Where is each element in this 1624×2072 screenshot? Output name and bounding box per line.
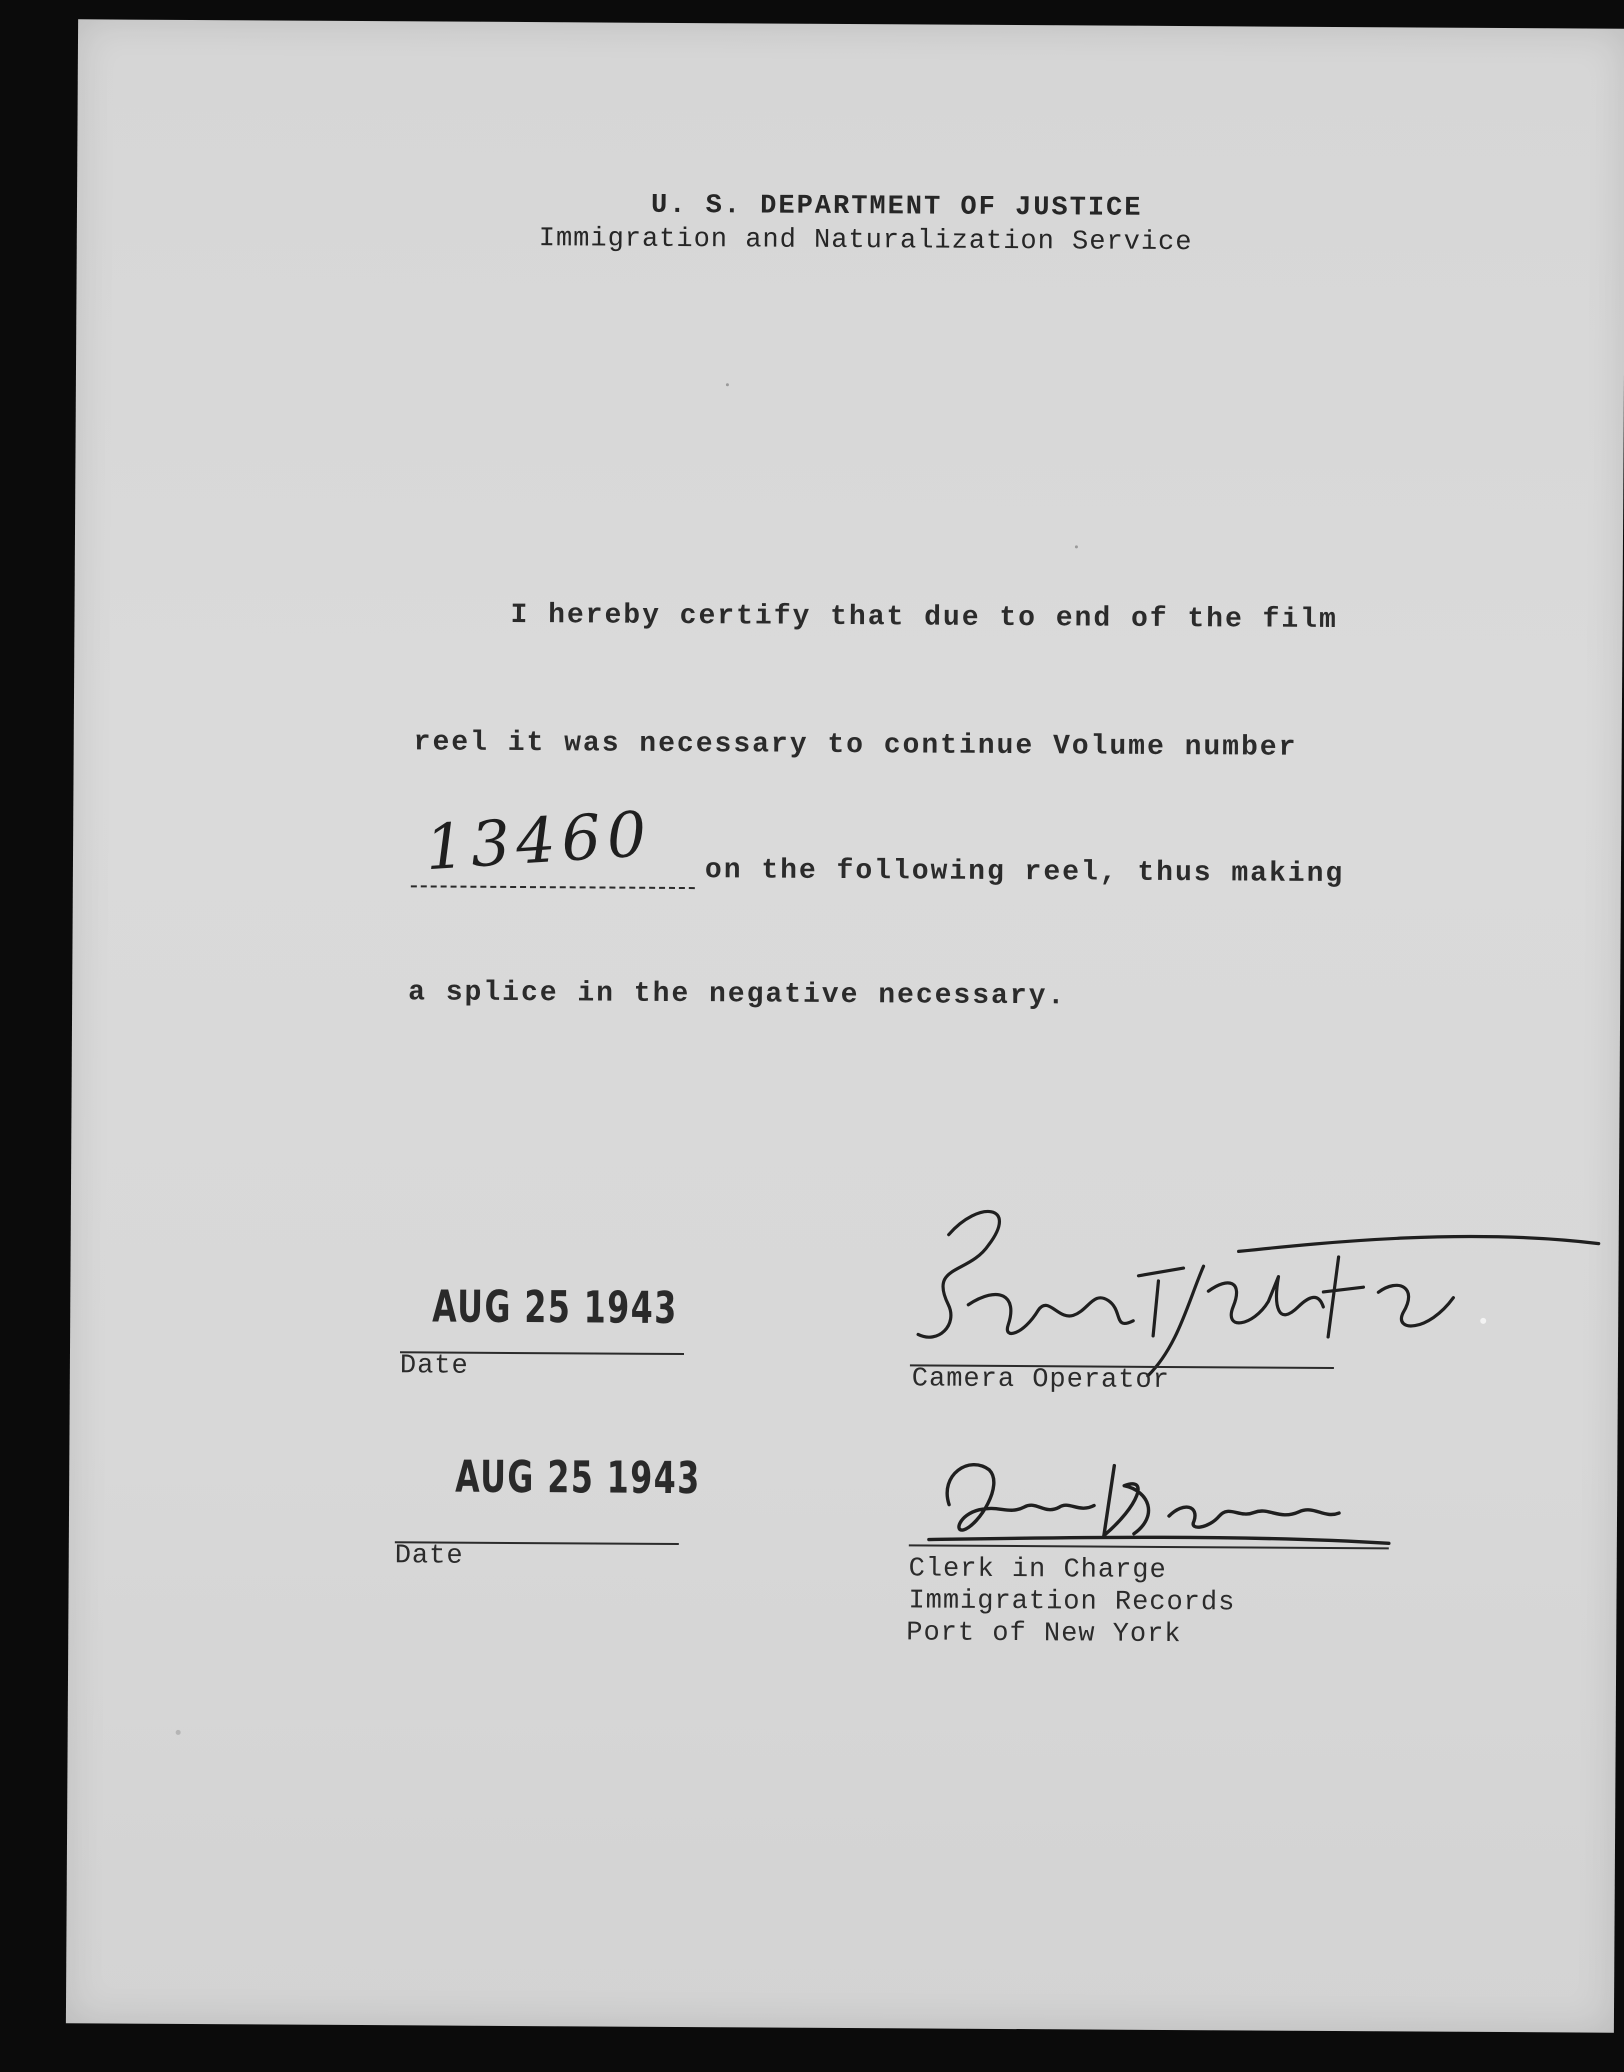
document-page [66,19,1624,2032]
body-line-3: on the following reel, thus making [704,855,1345,891]
date-stamp-2: AUG 25 1943 [455,1451,701,1505]
header-department: U. S. DEPARTMENT OF JUSTICE [650,190,1143,224]
volume-number-handwritten: 13460 [423,796,655,885]
volume-number-underline [411,885,695,889]
body-line-4: a splice in the negative necessary. [408,977,1067,1013]
date-label-1: Date [399,1351,469,1382]
body-line-2: reel it was necessary to continue Volume number [413,727,1298,764]
body-line-1: I hereby certify that due to end of the film [510,599,1338,636]
volume-number-field [411,796,696,889]
camera-operator-label: Camera Operator [911,1364,1170,1396]
film-speck [1480,1318,1486,1324]
date-label-2: Date [394,1541,464,1572]
clerk-title-line-3: Port of New York [906,1618,1182,1651]
film-speck [726,383,729,386]
film-speck [176,1730,181,1735]
film-speck [1075,545,1078,548]
date-stamp-1: AUG 25 1943 [432,1281,678,1334]
header-service: Immigration and Naturalization Service [538,224,1193,259]
clerk-title-line-1: Clerk in Charge [908,1554,1167,1586]
clerk-title-line-2: Immigration Records [908,1586,1236,1619]
